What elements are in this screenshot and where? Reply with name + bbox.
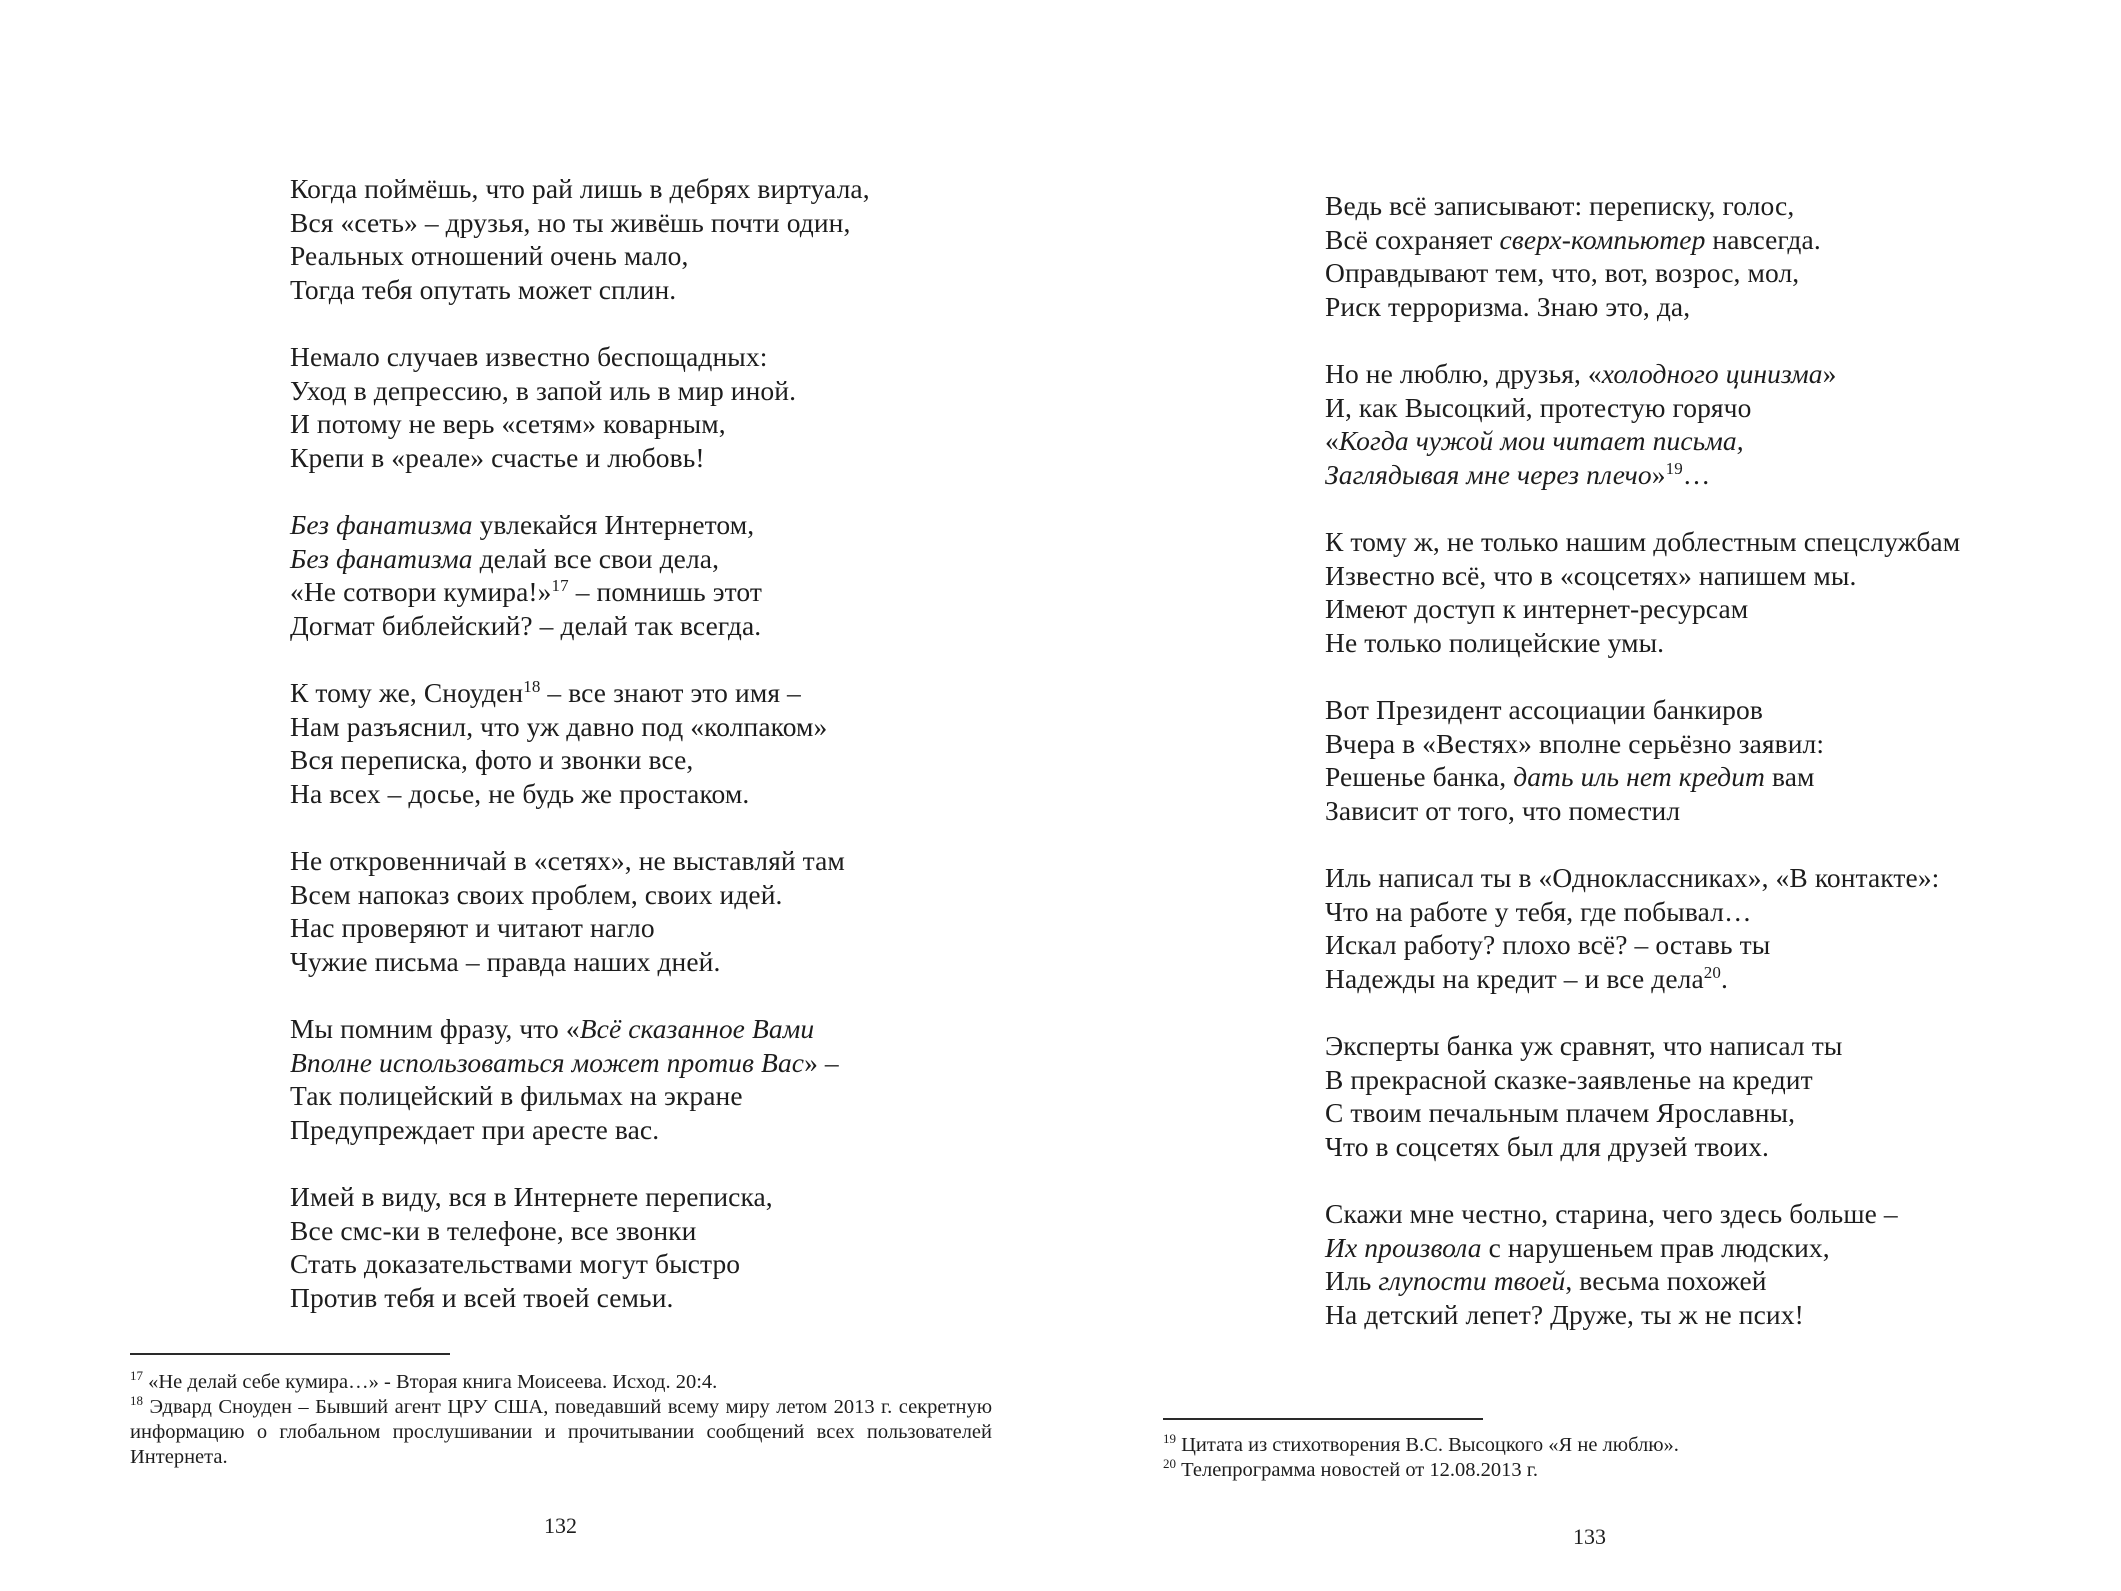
footnote-text: Эдвард Сноуден – Бывший агент ЦРУ США, поведавший всему миру летом 2013 г. секретную информацию о глобальном прослушивании и прочитывании сообщений всех пользователей Интернета. (130, 1396, 993, 1468)
verse-line: Всем напоказ своих проблем, своих идей. (290, 878, 783, 910)
verse-line: Что в соцсетях был для друзей твоих. (1325, 1130, 1769, 1162)
verse-line: Уход в депрессию, в запой иль в мир иной. (290, 374, 797, 406)
stanza (1325, 693, 1960, 827)
page-number: 132 (544, 1513, 577, 1538)
verse-line: Немало случаев известно беспощадных: (290, 341, 768, 372)
verse-line: Вот Президент ассоциации банкиров (1325, 694, 1763, 725)
footnote (130, 1395, 992, 1470)
page-number: 133 (1573, 1524, 1606, 1549)
verse-line: «Когда чужой мои читает письма, (1325, 425, 1744, 456)
stanza (290, 1012, 870, 1146)
stanza (290, 844, 870, 978)
verse-line: Крепи в «реале» счастье и любовь! (290, 441, 705, 473)
verse-line: И, как Высоцкий, протестую горячо (1325, 391, 1752, 423)
footnote (1163, 1458, 2023, 1483)
verse-line: Без фанатизма увлекайся Интернетом, (290, 509, 755, 540)
verse-line: Но не люблю, друзья, «холодного цинизма» (1325, 358, 1837, 389)
stanza (1325, 525, 1960, 659)
verse-line: Не только полицейские умы. (1325, 626, 1665, 658)
verse-line: Нас проверяют и читают нагло (290, 912, 655, 943)
verse-line: С твоим печальным плачем Ярославны, (1325, 1097, 1796, 1128)
verse-line: Чужие письма – правда наших дней. (290, 945, 721, 977)
verse-line: В прекрасной сказке-заявленье на кредит (1325, 1063, 1813, 1095)
verse-line: Так полицейский в фильмах на экране (290, 1080, 743, 1111)
verse-line: Заглядывая мне через плечо»$^{19}$… (1325, 458, 1711, 490)
verse-line: Эксперты банка уж сравнят, что написал ты (1325, 1030, 1843, 1061)
footnotes (130, 1370, 992, 1470)
poem-text (1325, 189, 1960, 1365)
footnote-divider (1163, 1418, 1483, 1420)
stanza (1325, 1197, 1960, 1331)
verse-line: Против тебя и всей твоей семьи. (290, 1281, 674, 1313)
stanza (290, 172, 870, 306)
verse-line: Предупреждает при аресте вас. (290, 1113, 660, 1145)
stanza (290, 508, 870, 642)
verse-line: Оправдывают тем, что, вот, возрос, мол, (1325, 257, 1800, 288)
poem-text (290, 172, 870, 1348)
verse-line: Догмат библейский? – делай так всегда. (290, 609, 762, 641)
verse-line: Вполне использоваться может против Вас» – (290, 1046, 839, 1078)
footnote-number: 19 (1163, 1431, 1176, 1447)
verse-line: Без фанатизма делай все свои дела, (290, 542, 720, 574)
verse-line: Ведь всё записывают: переписку, голос, (1325, 190, 1795, 221)
verse-line: «Не сотвори кумира!»$^{17}$ – помнишь этот (290, 575, 762, 607)
footnote-text: «Не делай себе кумира…» - Вторая книга Моисеева. Исход. 20:4. (148, 1371, 718, 1393)
verse-line: Известно всё, что в «соцсетях» напишем мы. (1325, 559, 1857, 591)
verse-line: К тому же, Сноуден$^{18}$ – все знают это имя – (290, 676, 801, 708)
stanza (1325, 1029, 1960, 1163)
footnote-number: 20 (1163, 1456, 1176, 1472)
verse-line: Решенье банка, дать иль нет кредит вам (1325, 761, 1815, 792)
verse-line: Когда поймёшь, что рай лишь в дебрях виртуала, (290, 173, 870, 204)
verse-line: Имеют доступ к интернет-ресурсам (1325, 593, 1749, 624)
verse-line: Вчера в «Вестях» вполне серьёзно заявил: (1325, 727, 1825, 759)
verse-line: Все смс-ки в телефоне, все звонки (290, 1214, 697, 1246)
stanza (1325, 357, 1960, 491)
verse-line: Вся «сеть» – друзья, но ты живёшь почти один, (290, 206, 851, 238)
stanza (290, 340, 870, 474)
verse-line: На всех – досье, не будь же простаком. (290, 777, 750, 809)
stanza (1325, 861, 1960, 995)
stanza (290, 1180, 870, 1314)
verse-line: И потому не верь «сетям» коварным, (290, 408, 726, 439)
footnote (1163, 1433, 2023, 1458)
verse-line: Не откровенничай в «сетях», не выставляй там (290, 845, 845, 876)
verse-line: Тогда тебя опутать может сплин. (290, 273, 677, 305)
verse-line: Что на работе у тебя, где побывал… (1325, 895, 1752, 927)
stanza (290, 676, 870, 810)
footnote-text: Цитата из стихотворения В.С. Высоцкого «Я не люблю». (1181, 1434, 1679, 1456)
verse-line: Иль написал ты в «Одноклассниках», «В контакте»: (1325, 862, 1940, 893)
verse-line: Мы помним фразу, что «Всё сказанное Вами (290, 1013, 815, 1044)
footnote-number: 17 (130, 1368, 143, 1384)
verse-line: Реальных отношений очень мало, (290, 240, 689, 271)
verse-line: Их произвола с нарушеньем прав людских, (1325, 1231, 1830, 1263)
footnote-text: Телепрограмма новостей от 12.08.2013 г. (1181, 1459, 1538, 1481)
verse-line: Риск терроризма. Знаю это, да, (1325, 290, 1691, 322)
verse-line: Надежды на кредит – и все дела$^{20}$. (1325, 962, 1728, 994)
verse-line: Зависит от того, что поместил (1325, 794, 1681, 826)
verse-line: К тому ж, не только нашим доблестным спецслужбам (1325, 526, 1961, 557)
verse-line: На детский лепет? Друже, ты ж не псих! (1325, 1298, 1804, 1330)
verse-line: Стать доказательствами могут быстро (290, 1248, 741, 1279)
verse-line: Искал работу? плохо всё? – оставь ты (1325, 929, 1771, 960)
right-page (1060, 0, 2121, 1591)
verse-line: Скажи мне честно, старина, чего здесь больше – (1325, 1198, 1898, 1229)
footnote (130, 1370, 992, 1395)
verse-line: Вся переписка, фото и звонки все, (290, 744, 694, 775)
verse-line: Нам разъяснил, что уж давно под «колпаком» (290, 710, 828, 742)
footnotes (1163, 1433, 2023, 1483)
footnote-number: 18 (130, 1393, 143, 1409)
left-page (0, 0, 1060, 1591)
verse-line: Имей в виду, вся в Интернете переписка, (290, 1181, 773, 1212)
verse-line: Иль глупости твоей, весьма похожей (1325, 1265, 1767, 1296)
verse-line: Всё сохраняет сверх-компьютер навсегда. (1325, 223, 1821, 255)
footnote-divider (130, 1353, 450, 1355)
stanza (1325, 189, 1960, 323)
